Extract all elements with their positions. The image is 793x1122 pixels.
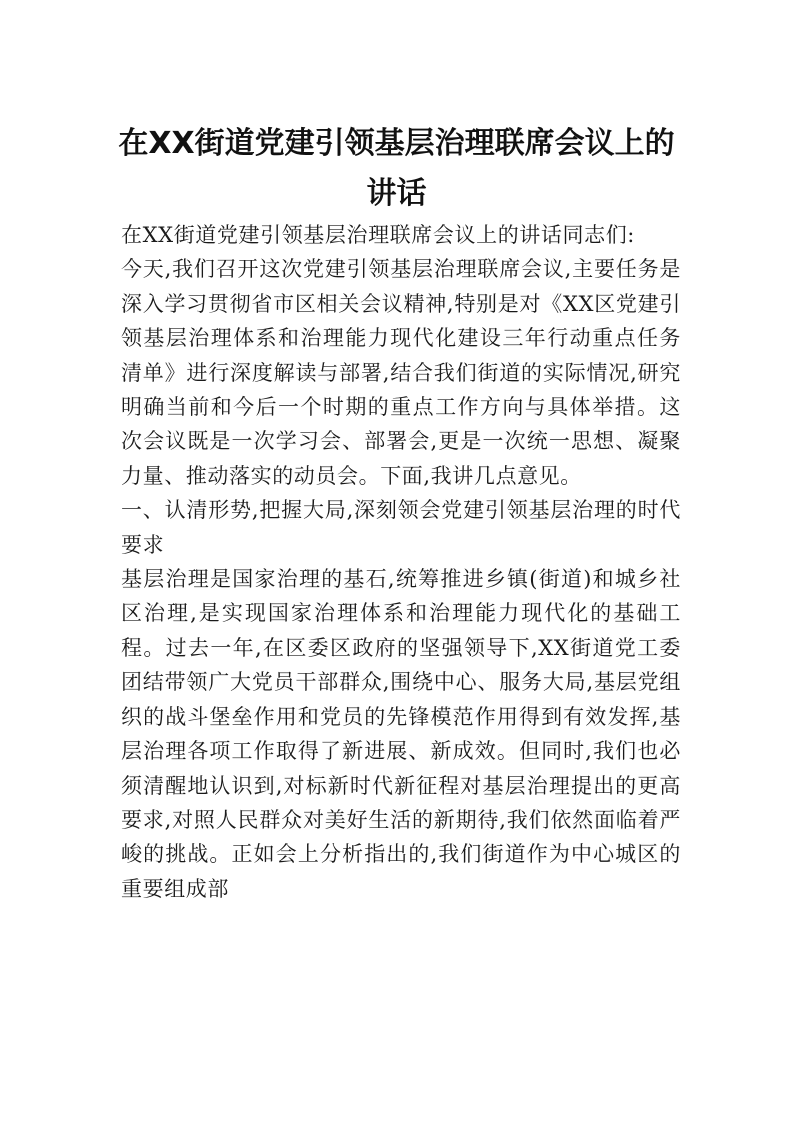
paragraph-introduction: 今天,我们召开这次党建引领基层治理联席会议,主要任务是深入学习贯彻省市区相关会议精神,特别是对《XX区党建引领基层治理体系和治理能力现代化建设三年行动重点任务清单》进行深度解读与部署,结合我们街道的实际情况,研究明确当前和今后一个时期的重点工作方向与具体举措。这次会议既是一次学习会、部署会,更是一次统一思想、凝聚力量、推动落实的动员会。下面,我讲几点意见。 (121, 257, 681, 488)
paragraph-section-1-body: 基层治理是国家治理的基石,统筹推进乡镇(街道)和城乡社区治理,是实现国家治理体系和治理能力现代化的基础工程。过去一年,在区委区政府的坚强领导下,XX街道党工委团结带领广大党员干部群众,围绕中心、服务大局,基层党组织的战斗堡垒作用和党员的先锋模范作用得到有效发挥,基层治理各项工作取得了新进展、新成效。但同时,我们也必须清醒地认识到,对标新时代新征程对基层治理提出的更高要求,对照人民群众对美好生活的新期待,我们依然面临着严峻的挑战。正如会上分析指出的,我们街道作为中心城区的重要组成部 (121, 567, 681, 901)
section-heading-1: 一、认清形势,把握大局,深刻领会党建引领基层治理的时代要求 (121, 498, 681, 557)
document-body (121, 218, 681, 906)
paragraph-salutation: 在XX街道党建引领基层治理联席会议上的讲话同志们: (121, 223, 635, 247)
document-title-line-1: 在XX街道党建引领基层治理联席会议上的 (118, 126, 675, 161)
document-title-line-2: 讲话 (366, 176, 427, 211)
